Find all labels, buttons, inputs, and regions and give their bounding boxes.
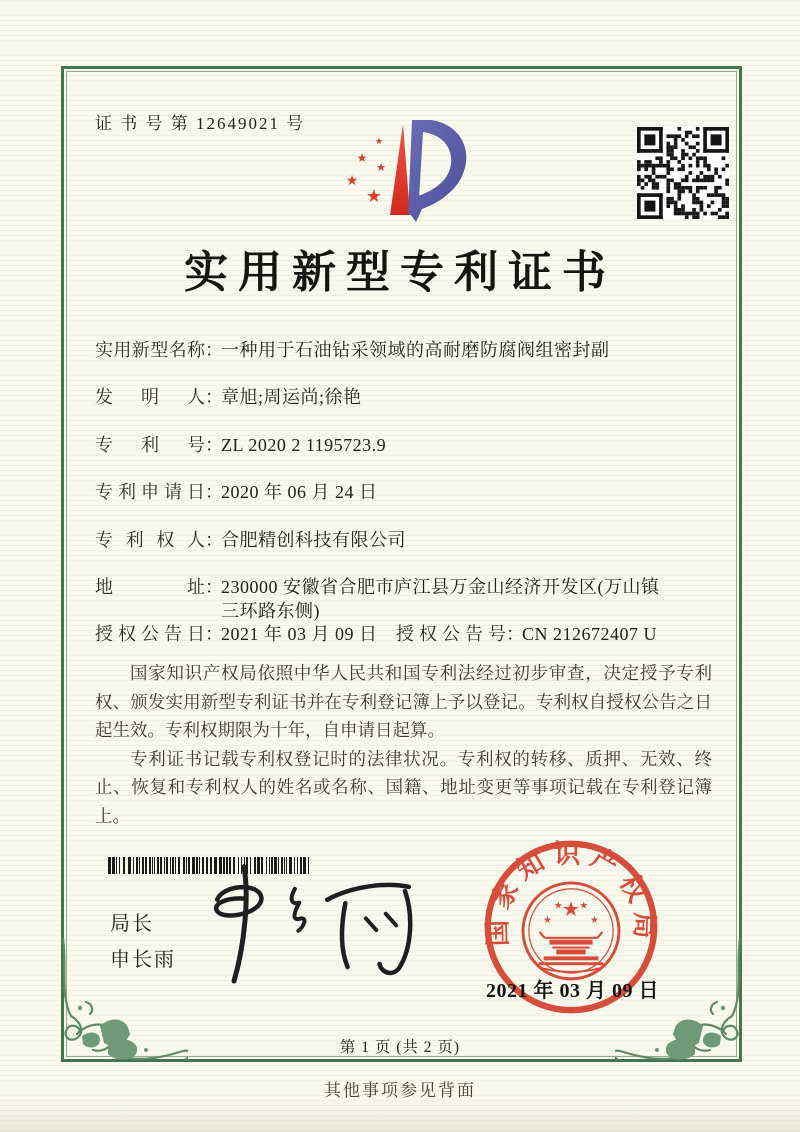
field-colon: ： — [205, 482, 223, 503]
field-row-filing-date — [95, 480, 713, 527]
field-value: ZL 2020 2 1195723.9 — [221, 434, 387, 455]
national-emblem-icon — [523, 883, 619, 979]
grant-number-label: 授权公告号 — [396, 624, 506, 645]
grant-number-value: CN 212672407 U — [522, 624, 658, 645]
logo-red-spike — [390, 124, 410, 215]
seal-date: 2021 年 03 月 09 日 — [486, 980, 659, 1002]
svg-text:★: ★ — [345, 173, 359, 189]
logo-blue-p — [408, 120, 466, 222]
certificate-number: 证 书 号 第 12649021 号 — [95, 114, 306, 133]
field-label: 实用新型名称 — [95, 340, 205, 360]
svg-text:★: ★ — [376, 161, 386, 174]
field-row-name — [95, 338, 713, 385]
certificate-title: 实用新型专利证书 — [184, 248, 616, 297]
officer-title: 局长 — [110, 913, 154, 935]
logo-stars-icon — [346, 137, 386, 207]
svg-text:★: ★ — [543, 915, 552, 927]
field-value: 章旭;周运尚;徐艳 — [221, 387, 362, 408]
field-value: 合肥精创科技有限公司 — [221, 529, 406, 550]
field-row-address — [95, 575, 713, 622]
field-row-patent-number — [95, 433, 713, 480]
field-value: 2020 年 06 月 24 日 — [221, 482, 378, 503]
svg-text:★: ★ — [579, 900, 589, 912]
legal-paragraph-1: 国家知识产权局依照中华人民共和国专利法经过初步审查，决定授予专利权、颁发实用新型专利证书并在专利登记簿上予以登记。专利权自授权公告之日起生效。专利权期限为十年，自申请日起算。 — [95, 663, 712, 741]
field-colon: ： — [205, 387, 223, 408]
field-value: 一种用于石油钻采领域的高耐磨防腐阀组密封副 — [221, 340, 610, 360]
field-colon: ： — [205, 340, 223, 360]
field-colon: ： — [205, 529, 223, 550]
legal-text — [95, 659, 712, 831]
field-label: 地址 — [95, 576, 205, 597]
grant-date-value: 2021 年 03 月 09 日 — [221, 624, 378, 645]
field-label: 发明人 — [95, 387, 205, 408]
seal-ring-text: 国家知识产权局 — [481, 838, 661, 947]
back-note: 其他事项参见背面 — [324, 1081, 476, 1100]
signature-icon — [198, 854, 442, 990]
field-colon: ： — [205, 434, 223, 455]
svg-text:★: ★ — [553, 900, 563, 912]
svg-text:★: ★ — [365, 186, 383, 207]
grant-date-label: 授权公告日 — [95, 624, 205, 645]
grant-date-group — [95, 622, 396, 646]
field-colon: ： — [205, 576, 223, 597]
field-colon: ： — [205, 624, 223, 645]
grant-number-group — [396, 622, 657, 646]
field-label: 专利权人 — [95, 529, 205, 550]
field-value: 230000 安徽省合肥市庐江县万金山经济开发区(万山镇三环路东侧) — [221, 576, 660, 621]
field-label: 专利申请日 — [95, 482, 205, 503]
svg-text:★: ★ — [356, 151, 368, 165]
field-colon: ： — [506, 624, 524, 645]
cnipa-logo-icon — [330, 110, 474, 238]
svg-text:国家知识产权局 — [482, 839, 660, 947]
legal-paragraph-2: 专利证书记载专利权登记时的法律状况。专利权的转移、质押、无效、终止、恢复和专利权人的姓名或名称、国籍、地址变更等事项记载在专利登记簿上。 — [95, 748, 712, 826]
field-row-patentee — [95, 528, 713, 575]
svg-text:★: ★ — [590, 915, 599, 927]
officer-name: 申长雨 — [110, 949, 176, 971]
page-number: 第 1 页 (共 2 页) — [339, 1039, 461, 1056]
field-row-inventors — [95, 385, 713, 432]
svg-text:★: ★ — [561, 897, 581, 922]
qr-code — [637, 127, 729, 219]
svg-text:★: ★ — [374, 137, 384, 147]
officer-block — [110, 906, 176, 978]
field-list — [95, 338, 713, 670]
field-label: 专利号 — [95, 434, 205, 455]
